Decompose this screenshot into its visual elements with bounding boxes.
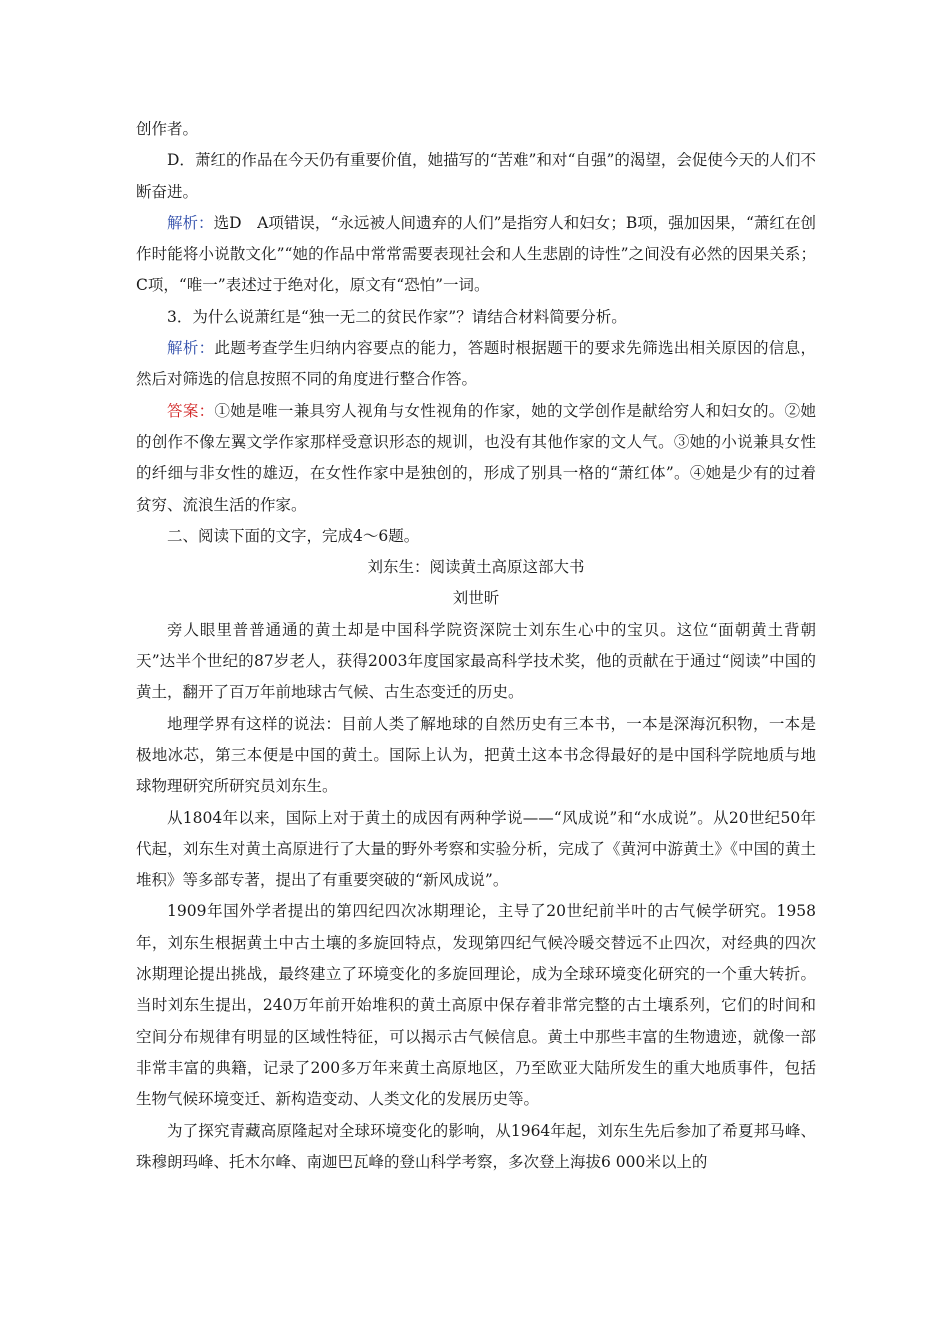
paragraph: 为了探究青藏高原隆起对全球环境变化的影响，从1964年起，刘东生先后参加了希夏邦马峰、珠穆朗玛峰、托木尔峰、南迦巴瓦峰的登山科学考察，多次登上海拔6 000米以上的 (136, 1121, 816, 1171)
option-d: D．萧红的作品在今天仍有重要价值，她描写的“苦难”和对“自强”的渴望，会促使今天的人们不断奋进。 (136, 151, 816, 201)
analysis-text: 此题考查学生归纳内容要点的能力，答题时根据题干的要求先筛选出相关原因的信息，然后对筛选的信息按照不同的角度进行整合作答。 (136, 339, 816, 389)
analysis-label: 解析： (167, 213, 214, 232)
question-3: 3．为什么说萧红是“独一无二的贫民作家”？请结合材料简要分析。 (167, 307, 627, 326)
section-heading: 二、阅读下面的文字，完成4～6题。 (167, 526, 420, 545)
answer-q3 (136, 396, 816, 521)
document-page (136, 114, 816, 1178)
article-title: 刘东生：阅读黄土高原这部大书 (367, 558, 585, 577)
paragraph: 旁人眼里普普通通的黄土却是中国科学院资深院士刘东生心中的宝贝。这位“面朝黄土背朝天”达半个世纪的87岁老人，获得2003年度国家最高科学技术奖，他的贡献在于通过“阅读”中国的黄土，翻开了百万年前地球古气候、古生态变迁的历史。 (136, 620, 816, 702)
article-author: 刘世昕 (452, 589, 500, 608)
analysis-label: 解析： (167, 339, 215, 358)
analysis-text: 选D A项错误，“永远被人间遗弃的人们”是指穷人和妇女；B项，强加因果，“萧红在创作时能将小说散文化”“她的作品中常常需要表现社会和人生悲剧的诗性”之间没有必然的因果关系；C项，“唯一”表述过于绝对化，原文有“恐怕”一词。 (136, 213, 816, 295)
paragraph: 1909年国外学者提出的第四纪四次冰期理论，主导了20世纪前半叶的古气候学研究。1958年，刘东生根据黄土中古土壤的多旋回特点，发现第四纪气候冷暖交替远不止四次，对经典的四次冰期理论提出挑战，最终建立了环境变化的多旋回理论，成为全球环境变化研究的一个重大转折。当时刘东生提出，240万年前开始堆积的黄土高原中保存着非常完整的古土壤系列，它们的时间和空间分布规律有明显的区域性特征，可以揭示古气候信息。黄土中那些丰富的生物遗迹，就像一部非常丰富的典籍，记录了200多万年来黄土高原地区，乃至欧亚大陆所发生的重大地质事件，包括生物气候环境变迁、新构造变动、人类文化的发展历史等。 (136, 902, 816, 1109)
option-c-tail: 创作者。 (136, 120, 199, 138)
paragraph: 地理学界有这样的说法：目前人类了解地球的自然历史有三本书，一本是深海沉积物，一本是极地冰芯，第三本便是中国的黄土。国际上认为，把黄土这本书念得最好的是中国科学院地质与地球物理研究所研究员刘东生。 (136, 714, 816, 796)
analysis-q3 (136, 333, 816, 396)
answer-text: ①她是唯一兼具穷人视角与女性视角的作家，她的文学创作是献给穷人和妇女的。②她的创作不像左翼文学作家那样受意识形态的规训，也没有其他作家的文人气。③她的小说兼具女性的纤细与非女性的雄迈，在女性作家中是独创的，形成了别具一格的“萧红体”。④她是少有的过着贫穷、流浪生活的作家。 (136, 401, 816, 514)
answer-label: 答案： (167, 401, 215, 420)
analysis-q2 (136, 208, 816, 302)
paragraph: 从1804年以来，国际上对于黄土的成因有两种学说——“风成说”和“水成说”。从20世纪50年代起，刘东生对黄土高原进行了大量的野外考察和实验分析，完成了《黄河中游黄土》《中国的黄土堆积》等多部专著，提出了有重要突破的“新风成说”。 (136, 808, 816, 890)
